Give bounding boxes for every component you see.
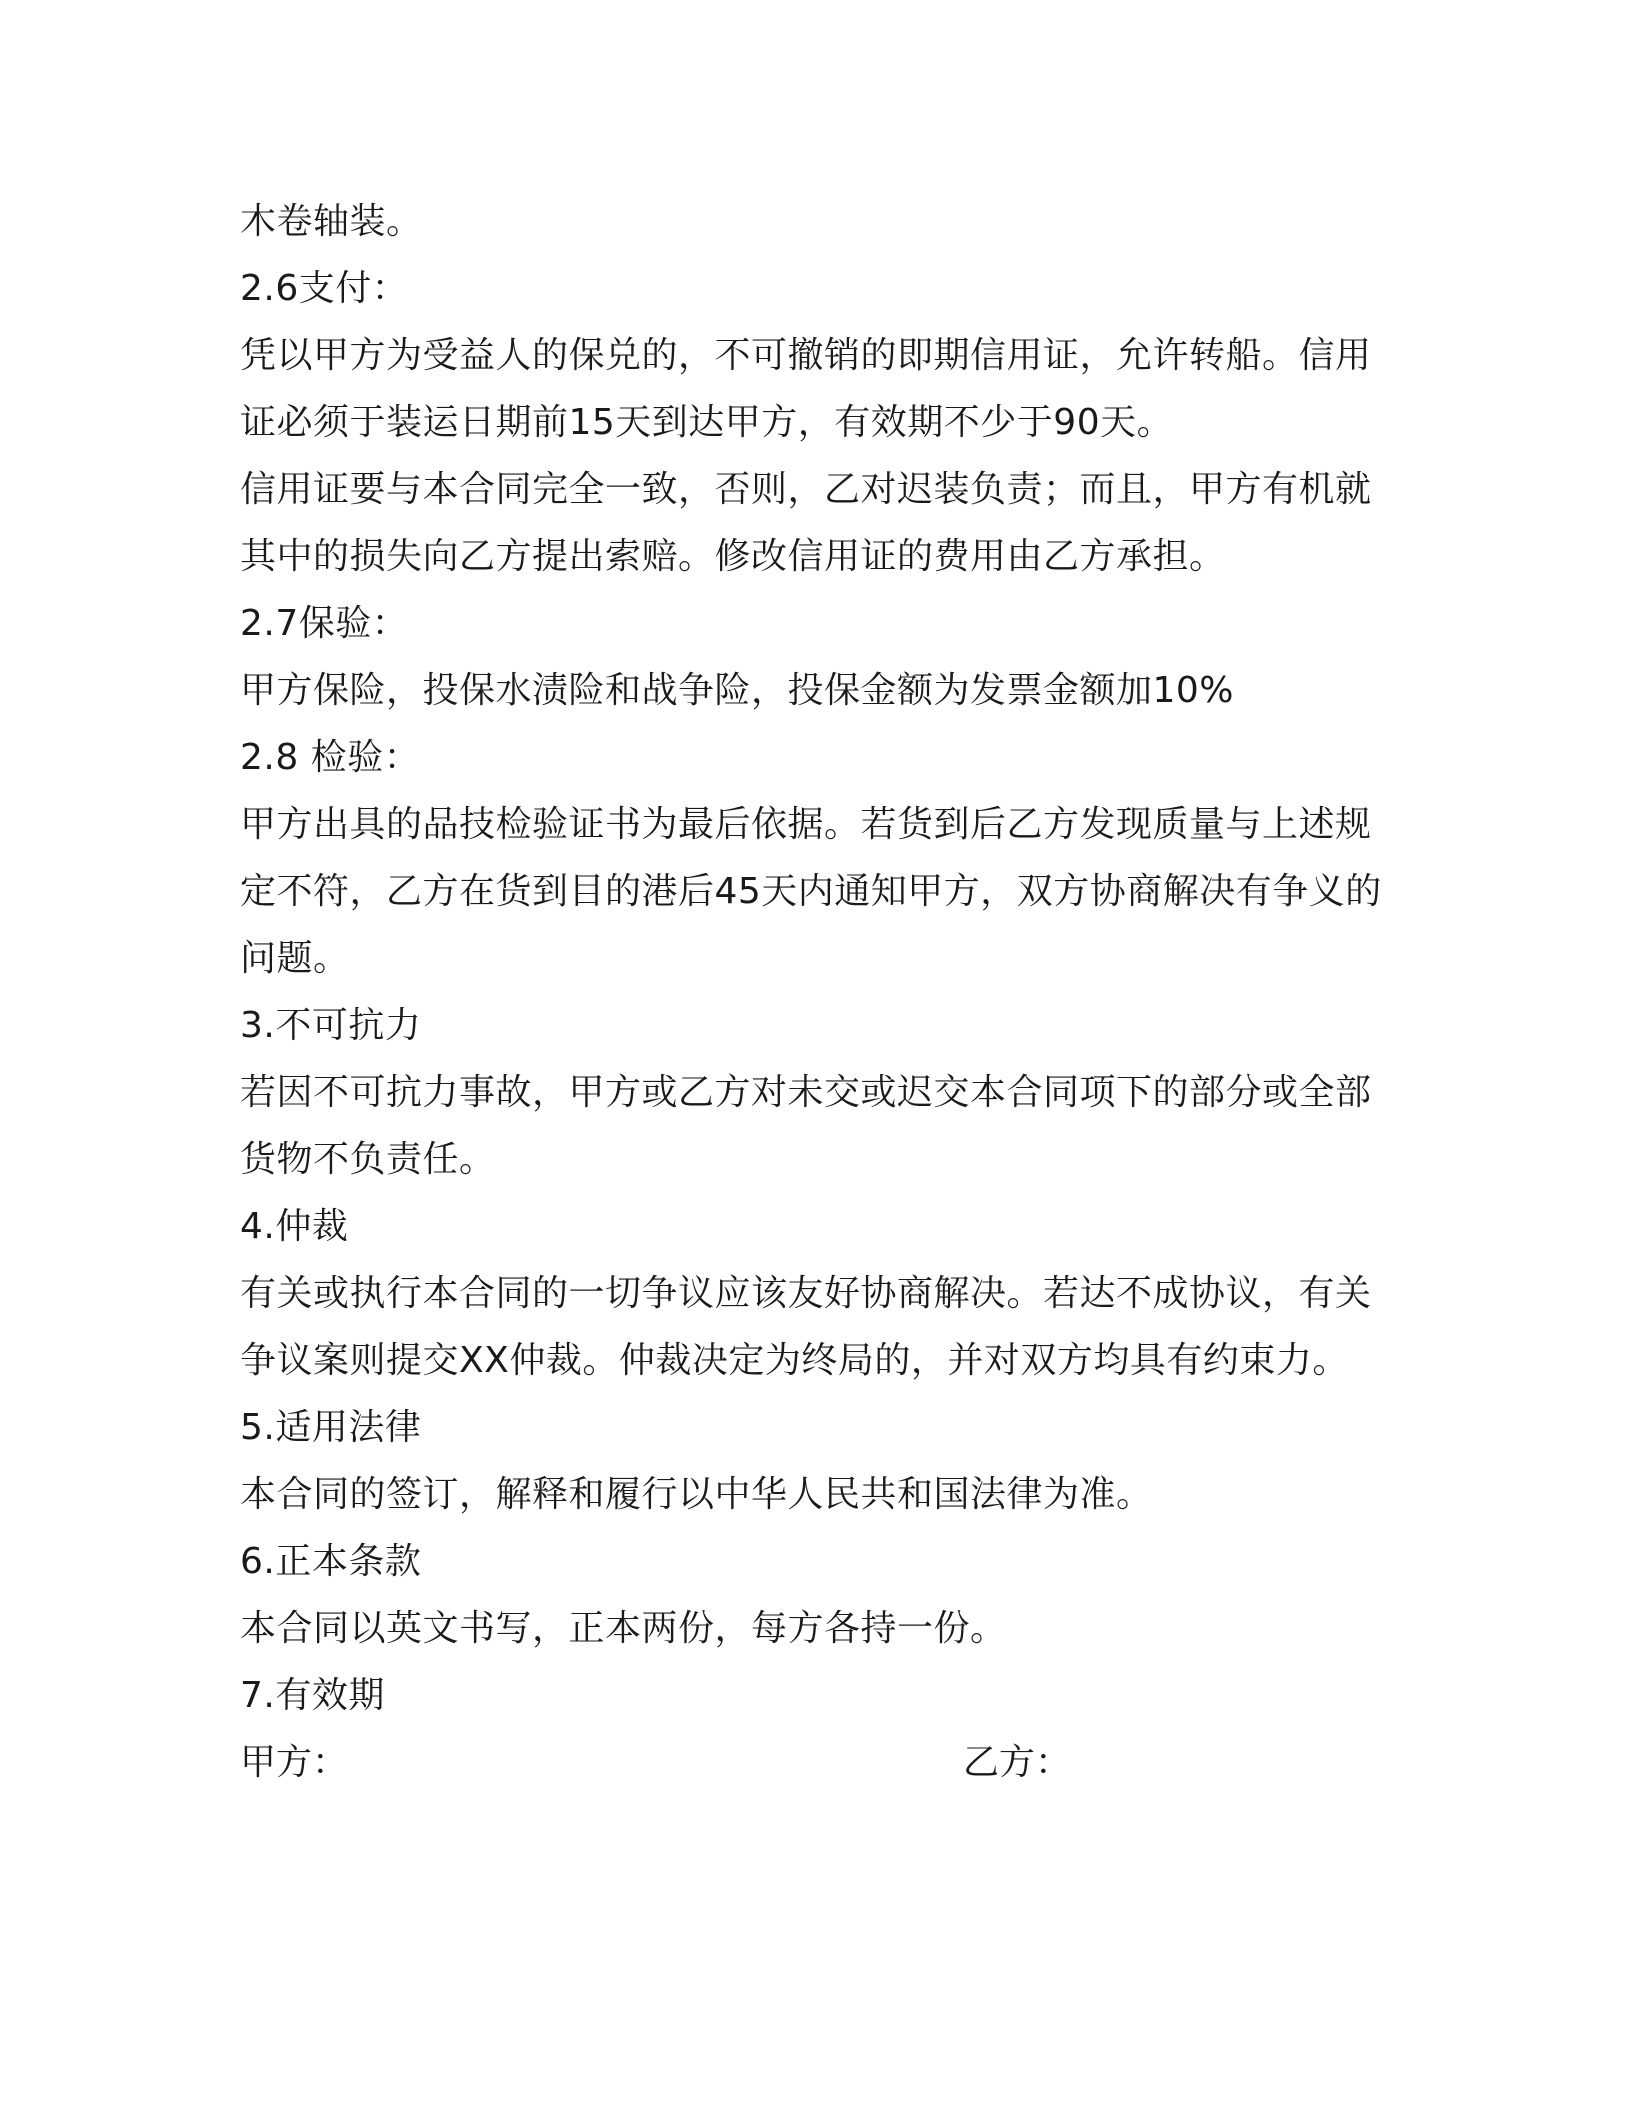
section-heading-inspection: 2.8 检验： — [240, 737, 421, 778]
text-line: 问题。 — [240, 938, 350, 979]
text-line: 甲方出具的品技检验证书为最后依据。若货到后乙方发现质量与上述规 — [240, 804, 1372, 845]
text-line: 其中的损失向乙方提出索赔。修改信用证的费用由乙方承担。 — [240, 536, 1226, 577]
section-heading-force-majeure: 3.不可抗力 — [240, 1005, 422, 1046]
party-a-label: 甲方： — [240, 1742, 349, 1783]
section-heading-payment: 2.6支付： — [240, 268, 409, 309]
text-line: 甲方保险，投保水渍险和战争险，投保金额为发票金额加10% — [240, 670, 1235, 711]
text-line: 本合同以英文书写，正本两份，每方各持一份。 — [240, 1608, 1007, 1649]
text-line: 争议案则提交XX仲裁。仲裁决定为终局的，并对双方均具有约束力。 — [240, 1340, 1349, 1381]
contract-body — [240, 188, 1400, 1796]
section-heading-applicable-law: 5.适用法律 — [240, 1407, 422, 1448]
section-heading-arbitration: 4.仲裁 — [240, 1206, 349, 1247]
text-line: 证必须于装运日期前15天到达甲方，有效期不少于90天。 — [240, 402, 1174, 443]
section-heading-validity: 7.有效期 — [240, 1675, 385, 1716]
text-line: 有关或执行本合同的一切争议应该友好协商解决。若达不成协议，有关 — [240, 1273, 1372, 1314]
text-line: 若因不可抗力事故，甲方或乙方对未交或迟交本合同项下的部分或全部 — [240, 1072, 1372, 1113]
text-line: 本合同的签订，解释和履行以中华人民共和国法律为准。 — [240, 1474, 1153, 1515]
party-b-label: 乙方： — [963, 1742, 1072, 1783]
text-line: 信用证要与本合同完全一致，否则，乙对迟装负责；而且，甲方有机就 — [240, 469, 1372, 510]
text-line: 定不符，乙方在货到目的港后45天内通知甲方，双方协商解决有争义的 — [240, 871, 1382, 912]
text-line: 凭以甲方为受益人的保兑的，不可撤销的即期信用证，允许转船。信用 — [240, 335, 1372, 376]
text-line: 木卷轴装。 — [240, 201, 423, 242]
section-heading-insurance: 2.7保验： — [240, 603, 409, 644]
signature-row — [240, 1729, 1400, 1796]
section-heading-original-copies: 6.正本条款 — [240, 1541, 422, 1582]
text-line: 货物不负责任。 — [240, 1139, 496, 1180]
